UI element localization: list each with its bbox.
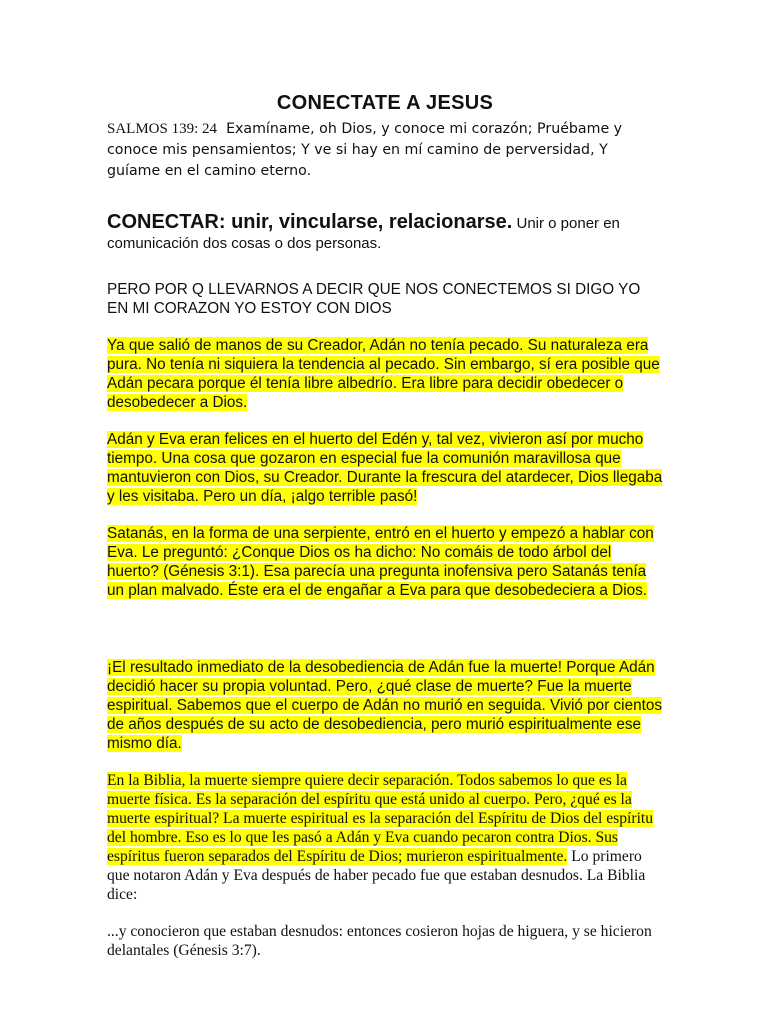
document-title: CONECTATE A JESUS: [276, 92, 494, 114]
highlighted-text: Ya que salió de manos de su Creador, Adán no tenía pecado. Su naturaleza era pura. No tenía ni siquiera la tendencia al pecado. Sin embargo, sí era posible que Adán pecara porque él tenía libre albedrío. Era libre para decidir obedecer o desobedecer a Dios.: [107, 337, 660, 411]
paragraph-2: [107, 430, 663, 506]
paragraph-4: [107, 658, 663, 753]
definition-text: Unir o poner en comunicación dos cosas o dos personas.: [107, 215, 620, 252]
definition-term: CONECTAR: unir, vincularse, relacionarse.: [107, 211, 513, 233]
bible-quote: ...y conocieron que estaban desnudos: entonces cosieron hojas de higuera, y se hicieron delantales (Génesis 3:7).: [107, 923, 652, 959]
highlighted-text: ¡El resultado inmediato de la desobediencia de Adán fue la muerte! Porque Adán decidió hacer su propia voluntad. Pero, ¿qué clase de muerte? Fue la muerte espiritual. Sabemos que el cuerpo de Adán no murió en seguida. Vivió por cientos de años después de su acto de desobediencia, pero murió espiritualmente ese mismo día.: [107, 659, 663, 752]
definition-paragraph: [107, 212, 663, 254]
psalm-verse: [107, 119, 663, 182]
plain-text: Lo primero que notaron Adán y Eva después de haber pecado fue que estaban desnudos. La Biblia dice:: [107, 848, 646, 903]
paragraph-5: [107, 771, 663, 904]
psalm-reference: SALMOS 139: 24: [107, 121, 218, 137]
psalm-text: Examíname, oh Dios, y conoce mi corazón; Pruébame y conoce mis pensamientos; Y ve si hay en mí camino de perversidad, Y guíame en el camino eterno.: [107, 121, 623, 179]
document-page: [107, 92, 663, 960]
highlighted-text: Satanás, en la forma de una serpiente, entró en el huerto y empezó a hablar con Eva. Le preguntó: ¿Conque Dios os ha dicho: No comáis de todo árbol del huerto? (Génesis 3:1). Esa parecía una pregunta inofensiva pero Satanás tenía un plan malvado. Éste era el de engañar a Eva para que desobedeciera a Dios.: [107, 525, 654, 599]
highlighted-text: En la Biblia, la muerte siempre quiere decir separación. Todos sabemos lo que es la muerte física. Es la separación del espíritu que está unido al cuerpo. Pero, ¿qué es la muerte espiritual? La muerte espiritual es la separación del Espíritu de Dios del espíritu del hombre. Eso es lo que les pasó a Adán y Eva cuando pecaron contra Dios. Sus espíritus fueron separados del Espíritu de Dios; murieron espiritualmente.: [107, 772, 654, 865]
question-paragraph: PERO POR Q LLEVARNOS A DECIR QUE NOS CONECTEMOS SI DIGO YO EN MI CORAZON YO ESTOY CON DIOS: [107, 281, 641, 317]
highlighted-text: Adán y Eva eran felices en el huerto del Edén y, tal vez, vivieron así por mucho tiempo. Una cosa que gozaron en especial fue la comunión maravillosa que mantuvieron con Dios, su Creador. Durante la frescura del atardecer, Dios llegaba y les visitaba. Pero un día, ¡algo terrible pasó!: [107, 431, 663, 505]
paragraph-1: [107, 336, 663, 412]
paragraph-3: [107, 524, 663, 600]
